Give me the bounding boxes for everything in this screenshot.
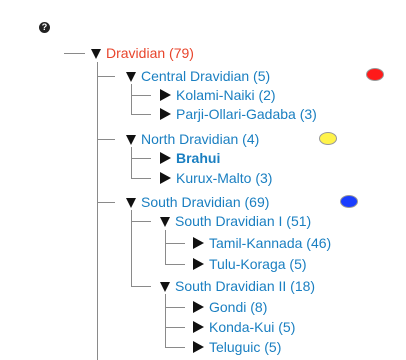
tree-node-north-dravidian[interactable]: [126, 131, 259, 147]
tree-node-label[interactable]: Teluguic (5): [209, 339, 282, 355]
tree-node-label[interactable]: South Dravidian II (18): [175, 278, 316, 294]
tree-node-south-dravidian-i[interactable]: [160, 213, 311, 229]
tree-connector: [131, 158, 151, 159]
tree-node-dravidian[interactable]: [91, 45, 194, 61]
tree-node-kurux-malto[interactable]: [160, 170, 272, 186]
tree-node-label[interactable]: Tamil-Kannada (46): [209, 235, 332, 251]
tree-node-label[interactable]: Parji-Ollari-Gadaba (3): [176, 106, 317, 122]
tree-node-label[interactable]: Gondi (8): [209, 299, 268, 315]
tree-connector: [131, 178, 151, 179]
tree-connector: [165, 243, 185, 244]
tree-node-label[interactable]: Brahui: [176, 150, 221, 166]
expand-triangle-icon[interactable]: [193, 301, 204, 313]
tree-node-teluguic[interactable]: [193, 339, 281, 355]
group-color-dot-yellow: [319, 132, 337, 145]
expand-triangle-icon[interactable]: [160, 89, 171, 101]
expand-triangle-icon[interactable]: [160, 108, 171, 120]
tree-connector: [165, 294, 166, 347]
tree-node-label[interactable]: Kolami-Naiki (2): [176, 87, 276, 103]
expand-triangle-icon[interactable]: [193, 237, 204, 249]
tree-connector: [97, 62, 98, 360]
tree-node-label[interactable]: Dravidian (79): [106, 45, 194, 61]
tree-node-label[interactable]: Konda-Kui (5): [209, 319, 296, 335]
tree-connector: [165, 264, 185, 265]
tree-connector: [131, 147, 132, 178]
tree-node-label[interactable]: South Dravidian (69): [141, 194, 270, 210]
tree-connector: [131, 286, 151, 287]
tree-node-brahui[interactable]: [160, 150, 220, 166]
tree-connector: [97, 139, 115, 140]
collapse-triangle-icon[interactable]: [91, 49, 101, 59]
tree-node-kolami-naiki[interactable]: [160, 87, 276, 103]
tree-connector: [97, 202, 115, 203]
tree-connector: [131, 114, 151, 115]
tree-node-label[interactable]: Tulu-Koraga (5): [209, 256, 307, 272]
tree-node-south-dravidian-ii[interactable]: [160, 278, 315, 294]
group-color-dot-blue: [340, 195, 358, 208]
tree-node-label[interactable]: Kurux-Malto (3): [176, 170, 273, 186]
collapse-triangle-icon[interactable]: [160, 282, 170, 292]
tree-node-tulu-koraga[interactable]: [193, 256, 307, 272]
tree-connector: [165, 347, 185, 348]
group-color-dot-red: [366, 68, 384, 81]
tree-connector: [165, 230, 166, 265]
help-icon[interactable]: ?: [39, 22, 50, 33]
tree-node-south-dravidian[interactable]: [126, 194, 269, 210]
expand-triangle-icon[interactable]: [160, 152, 171, 164]
tree-node-gondi[interactable]: [193, 299, 267, 315]
tree-connector: [131, 84, 132, 114]
tree-connector: [131, 221, 151, 222]
tree-connector: [64, 53, 85, 54]
tree-node-central-dravidian[interactable]: [126, 68, 270, 84]
tree-node-konda-kui[interactable]: [193, 319, 295, 335]
tree-connector: [165, 307, 185, 308]
tree-connector: [165, 327, 185, 328]
tree-node-tamil-kannada[interactable]: [193, 235, 331, 251]
collapse-triangle-icon[interactable]: [126, 198, 136, 208]
expand-triangle-icon[interactable]: [160, 172, 171, 184]
tree-node-label[interactable]: South Dravidian I (51): [175, 213, 312, 229]
expand-triangle-icon[interactable]: [193, 321, 204, 333]
collapse-triangle-icon[interactable]: [126, 135, 136, 145]
tree-node-label[interactable]: North Dravidian (4): [141, 131, 260, 147]
collapse-triangle-icon[interactable]: [160, 217, 170, 227]
collapse-triangle-icon[interactable]: [126, 72, 136, 82]
expand-triangle-icon[interactable]: [193, 258, 204, 270]
tree-node-label[interactable]: Central Dravidian (5): [141, 68, 271, 84]
tree-connector: [97, 76, 115, 77]
expand-triangle-icon[interactable]: [193, 341, 204, 353]
tree-connector: [131, 95, 151, 96]
tree-node-parji-ollari-gadaba[interactable]: [160, 106, 317, 122]
